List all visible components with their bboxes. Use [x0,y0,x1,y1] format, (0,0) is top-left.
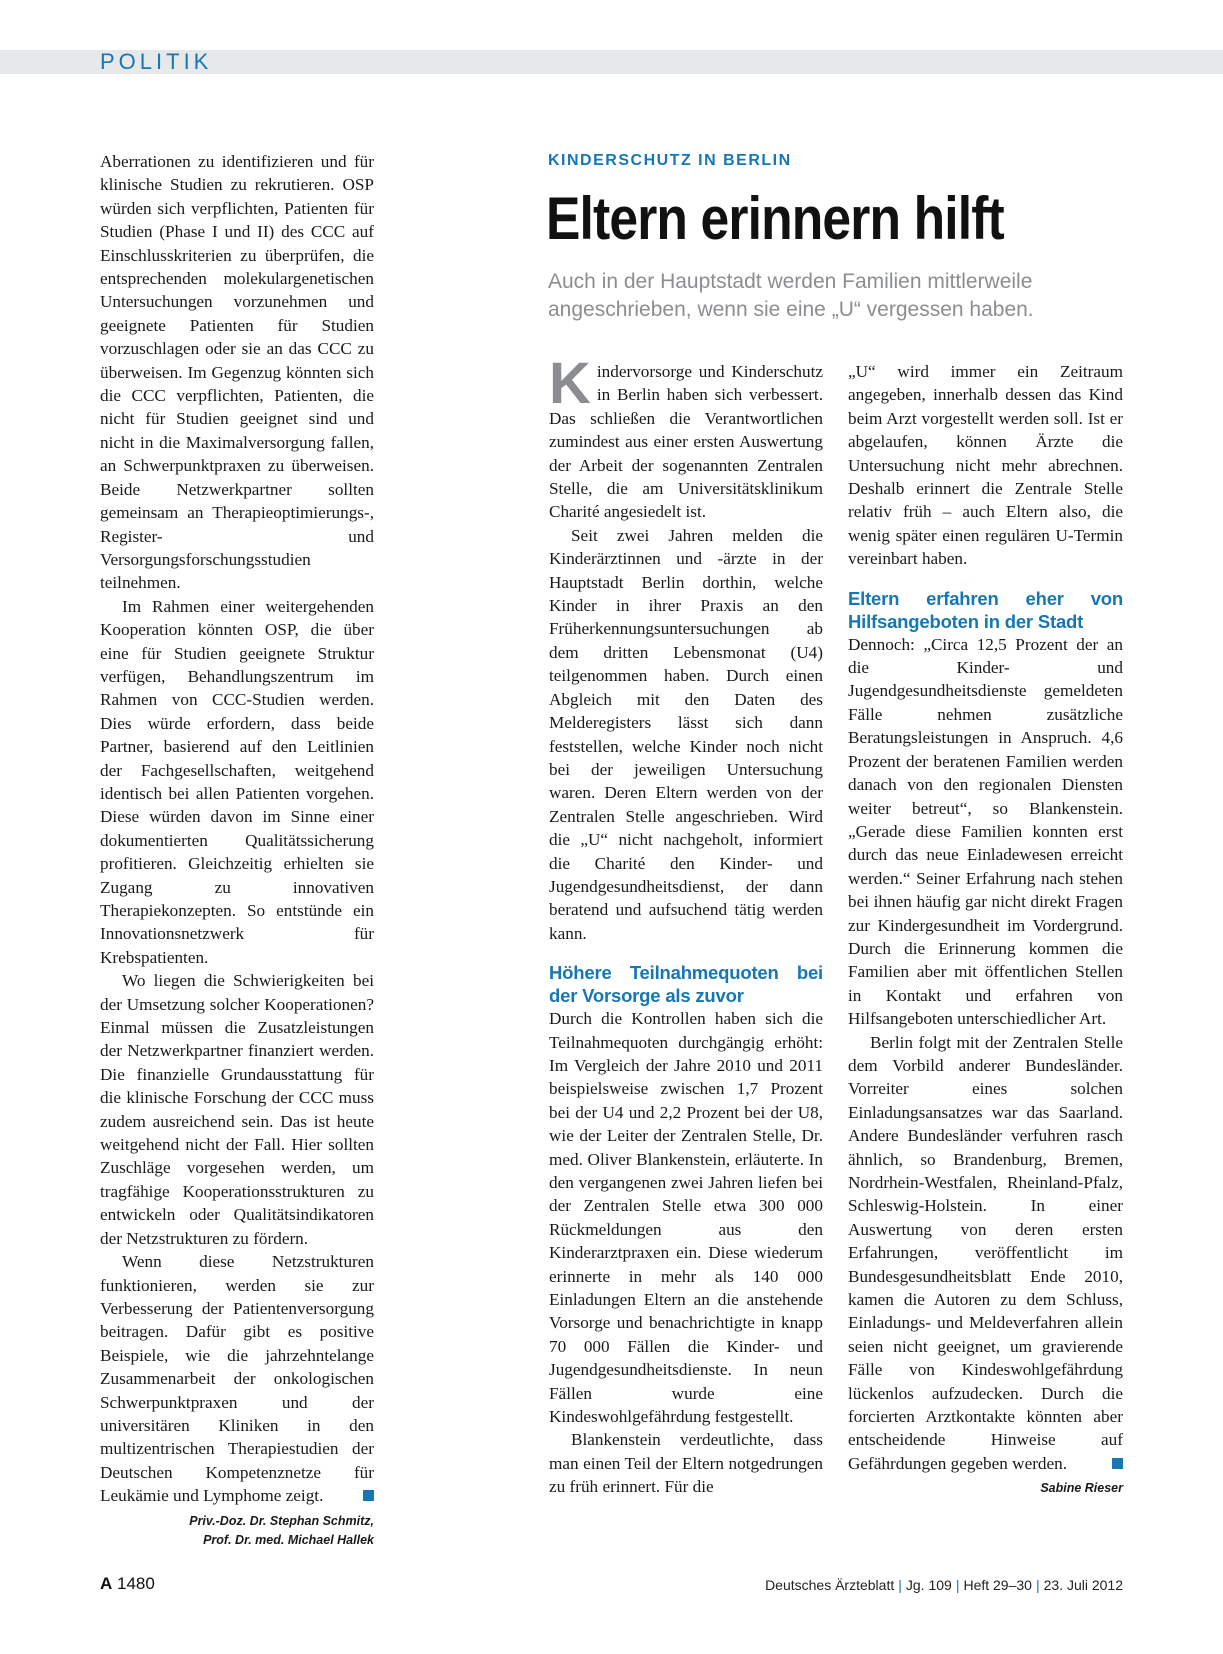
article-paragraph: Seit zwei Jahren melden die Kinderärztinnen und -ärzte in der Hauptstadt Berlin dorthin, welche Kinder in ihrer Praxis an den Früherkennungsuntersuchungen ab dem dritten Lebensmonat (U4) teilgenommen haben. Durch einen Abgleich mit den Daten des Melderegisters lässt sich dann feststellen, welche Kinder noch nicht bei der jeweiligen Untersuchung waren. Deren Eltern werden von der Zentralen Stelle angeschrieben. Wird die „U“ nicht nachgeholt, informiert die Charité den Kinder- und Jugendgesundheitsdienst, der dann beratend und aufsuchend tätig werden kann. [549,525,823,943]
left-paragraph-text: Wenn diese Netzstrukturen funktionieren, werden sie zur Verbesserung der Patientenversorgung beitragen. Dafür gibt es positive Beispiele, wie die jahrzehntelange Zusammenarbeit der onkologischen Schwerpunktpraxen und der universitären Kliniken in den multizentrischen Therapiestudien der Deutschen Kompetenznetze für Leukämie und Lymphome zeigt. [100,1252,374,1506]
page-prefix: A [100,1574,113,1593]
section-label: POLITIK [100,49,213,74]
article-paragraph: Durch die Kontrollen haben sich die Teilnahmequoten durchgängig erhöht: Im Vergleich der Jahre 2010 und 2011 beispielsweise zwischen 1,7 Prozent bei der U4 und 2,2 Prozent bei der U8, wie der Leiter der Zentralen Stelle, Dr. med. Oliver Blankenstein, erläuterte. In den vergangenen zwei Jahren liefen bei der Zentralen Stelle etwa 300 000 Rückmeldungen aus den Kinderarztpraxen ein. Diese wiederum erinnerte in mehr als 140 000 Einladungen Eltern an die anstehende Vorsorge und benachrichtigte in knapp 70 000 Fällen die Kinder- und Jugendgesundheitsdienste. In neun Fällen wurde eine Kindeswohlgefährdung festgestellt. [549,1009,823,1427]
end-of-article-marker [363,1490,374,1501]
article-author: Sabine Rieser [1040,1481,1123,1496]
left-paragraph: Wo liegen die Schwierigkeiten bei der Umsetzung solcher Kooperationen? Einmal müssen die Zusatzleistungen der Netzwerkpartner finanziert werden. Die finanzielle Grundausstattung für die klinische Forschung der CCC muss zudem ausreichend sein. Das ist heute weitgehend nicht der Fall. Hier sollten Zuschläge vorgesehen werden, um tragfähige Kooperationsstrukturen zu entwickeln oder Qualitätsindikatoren der Netzstrukturen zu fördern. [100,971,374,1248]
drop-cap: K [549,351,591,416]
article-paragraph: Dennoch: „Circa 12,5 Prozent der an die Kinder- und Jugendgesundheitsdienste gemeldeten Fälle nehmen zusätzliche Beratungsleistungen in Anspruch. 4,6 Prozent der beratenen Familien werden danach von den regionalen Diensten weiter betreut“, so Blankenstein. „Gerade diese Familien konnten erst durch das neue Einladewesen erreicht werden.“ Seiner Erfahrung nach stehen bei ihnen häufig gar nicht direkt Fragen zur Kindergesundheit im Vordergrund. Durch die Erinnerung kommen die Familien aber mit öffentlichen Stellen in Kontakt und erfahren von Hilfsangeboten unterschiedlicher Art. [848,634,1123,1029]
end-of-article-marker [1112,1458,1123,1469]
separator: | [955,1577,960,1593]
left-paragraph-last [100,1250,374,1507]
article-kicker: KINDERSCHUTZ IN BERLIN [548,152,792,169]
article-paragraph-text: Berlin folgt mit der Zentralen Stelle dem Vorbild anderer Bundesländer. Vorreiter eines solchen Einladungsansatzes war das Saarland. Andere Bundesländer verfuhren rasch ähnlich, so Brandenburg, Bremen, Nordrhein-Westfalen, Rheinland-Pfalz, Schleswig-Holstein. In einer Auswertung von deren ersten Erfahrungen, veröffentlicht im Bundesgesundheitsblatt Ende 2010, kamen die Autoren zu dem Schluss, Einladungs- und Meldeverfahren allein seien nicht geeignet, um gravierende Fälle von Kindeswohlgefährdung lückenlos aufzudecken. Durch die forcierten Arztkontakte könnten aber entscheidende Hinweise auf Gefährdungen gegeben werden. [848,1032,1123,1473]
left-byline [100,1512,374,1550]
journal-name: Deutsches Ärzteblatt [765,1577,895,1593]
article-paragraph-last [848,1031,1123,1476]
article-paragraph: Blankenstein verdeutlichte, dass man einen Teil der Eltern notgedrungen zu früh erinnert. Für die [549,1430,823,1497]
article-column-middle [549,351,823,1499]
page-number [100,1574,155,1594]
article-subheading: Eltern erfahren eher von Hilfsangeboten in der Stadt [848,587,1123,632]
separator: | [898,1577,902,1593]
journal-volume: Jg. 109 [905,1577,952,1593]
left-column [100,150,374,1550]
byline-author-2: Prof. Dr. med. Michael Hallek [203,1532,374,1547]
article-subheading: Höhere Teilnahmequoten bei der Vorsorge als zuvor [549,962,823,1007]
left-paragraph: Aberrationen zu identifizieren und für klinische Studien zu rekrutieren. OSP würden sich verpflichten, Patienten für Studien (Phase I und II) des CCC auf Einschlusskriterien zu überprüfen, die entsprechenden molekulargenetischen Untersuchungen vorzunehmen und geeignete Patienten für Studien vorzuschlagen oder sie an das CCC zu überweisen. Im Gegenzug könnten sich die CCC verpflichten, Patienten, die nicht für Studien geeignet sind und nicht in die Maximalversorgung fallen, an Schwerpunktpraxen zu überweisen. Beide Netzwerkpartner sollten gemeinsam an Therapieoptimierungs-, Register- und Versorgungsforschungsstudien teilnehmen. [100,152,374,593]
byline-author-1: Priv.-Doz. Dr. Stephan Schmitz, [189,1513,374,1528]
left-paragraph: Im Rahmen einer weitergehenden Kooperation könnten OSP, die über eine für Studien geeignete Struktur verfügen, Behandlungszentrum im Rahmen von CCC-Studien werden. Dies würde erfordern, dass beide Partner, basierend auf den Leitlinien der Fachgesellschaften, weitgehend identisch bei allen Patienten vorgehen. Diese würden davon im Sinne einer dokumentierten Qualitätssicherung profitieren. Gleichzeitig erhielten sie Zugang zu innovativen Therapiekonzepten. So entstünde ein Innovationsnetzwerk für Krebspatienten. [100,596,374,967]
page-number-value: 1480 [117,1574,155,1593]
footer-publication-info [765,1577,1123,1593]
publication-date: 23. Juli 2012 [1043,1577,1123,1593]
article-column-right [848,360,1123,1498]
article-paragraph: „U“ wird immer ein Zeitraum angegeben, innerhalb dessen das Kind beim Arzt vorgestellt werden soll. Ist er abgelaufen, können Ärzte die Untersuchung nicht mehr abrechnen. Deshalb erinnert die Zentrale Stelle relativ früh – auch Eltern also, die wenig später einen regulären U-Termin vereinbart haben. [848,362,1123,569]
article-headline: Eltern erinnern hilft [546,185,1004,252]
intro-text: indervorsorge und Kinderschutz in Berlin haben sich verbessert. Das schließen die Verantwortlichen zumindest aus einer ersten Auswertung der Arbeit der sogenannten Zentralen Stelle, die am Universitätsklinikum Charité angesiedelt ist. [549,362,823,522]
separator: | [1035,1577,1040,1593]
journal-issue: Heft 29–30 [963,1577,1032,1593]
article-subhead: Auch in der Hauptstadt werden Familien mittlerweile angeschrieben, wenn sie eine „U“ vergessen haben. [548,270,1034,321]
article-paragraph-intro [549,351,823,524]
